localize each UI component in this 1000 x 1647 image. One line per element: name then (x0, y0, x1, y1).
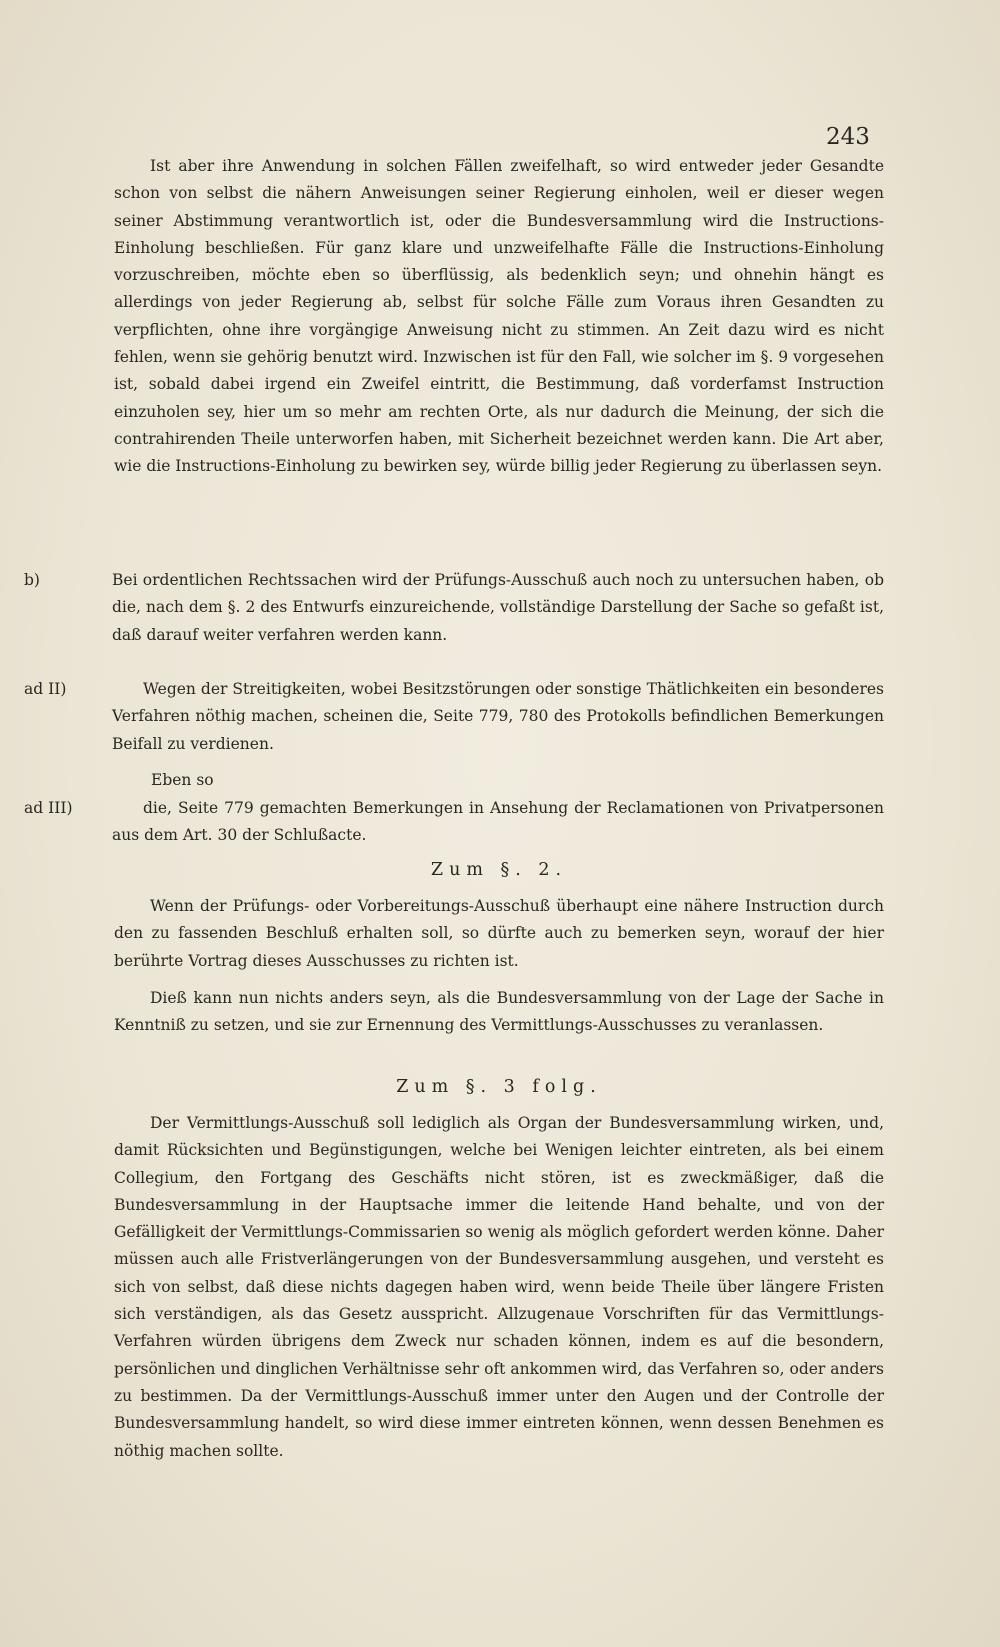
paragraph-text: Wenn der Prüfungs- oder Vorbereitungs-Ausschuß überhaupt eine nähere Instruction durch den zu fassenden Beschluß erhalten soll, so dürfte auch zu bemerken seyn, worauf der hier berührte Vortrag dieses Ausschusses zu richten ist. (114, 897, 884, 970)
paragraph-label: ad III) (24, 799, 73, 817)
paragraph-pruefungs-ausschuss (114, 893, 884, 975)
paragraph-text: Bei ordentlichen Rechtssachen wird der Prüfungs-Ausschuß auch noch zu untersuchen haben, ob die, nach dem §. 2 des Entwurfs einzureichende, vollständige Darstellung der Sache so gefaßt ist, daß darauf weiter verfahren werden kann. (112, 571, 884, 644)
paragraph-ad-ii (24, 676, 884, 758)
paragraph-text: Wegen der Streitigkeiten, wobei Besitzstörungen oder sonstige Thätlichkeiten ein besonderes Verfahren nöthig machen, scheinen die, Seite 779, 780 des Protokolls befindlichen Bemerkungen Beifall zu verdienen. (112, 680, 884, 753)
paragraph-text: Eben so (151, 771, 214, 789)
paragraph-label: ad II) (24, 680, 67, 698)
paragraph-ad-iii-body (24, 795, 884, 850)
paragraph-text: Ist aber ihre Anwendung in solchen Fällen zweifelhaft, so wird entweder jeder Gesandte schon von selbst die nähern Anweisungen seiner Regierung einholen, weil er dieser wegen seiner Abstimmung verantwortlich ist, oder die Bundesversammlung wird die Instructions-Einholung beschließen. Für ganz klare und unzweifelhafte Fälle die Instructions-Einholung vorzuschreiben, möchte eben so überflüssig, als bedenklich seyn; und ohnehin hängt es allerdings von jeder Regierung ab, selbst für solche Fälle zum Voraus ihren Gesandten zu verpflichten, ohne ihre vorgängige Anweisung nicht zu stimmen. An Zeit dazu wird es nicht fehlen, wenn sie gehörig benutzt wird. Inzwischen ist für den Fall, wie solcher im §. 9 vorgesehen ist, sobald dabei irgend ein Zweifel eintritt, die Bestimmung, daß vorderfamst Instruction einzuholen sey, hier um so mehr am rechten Orte, als nur dadurch die Meinung, der sich die contrahirenden Theile unterworfen haben, mit Sicherheit bezeichnet werden kann. Die Art aber, wie die Instructions-Einholung zu bewirken sey, würde billig jeder Regierung zu überlassen seyn. (114, 157, 884, 476)
paragraph-bundesversammlung-lage (114, 985, 884, 1040)
heading-text: Zum §. 3 folg. (396, 1077, 602, 1097)
paragraph-b-body (24, 567, 884, 649)
heading-text: Zum §. 2. (430, 860, 568, 880)
paragraph-ad-iii (24, 795, 884, 850)
page-number: 243 (826, 124, 870, 150)
section-heading-2 (114, 860, 884, 880)
paragraph-b (24, 567, 884, 649)
paragraph-label: b) (24, 571, 40, 589)
section-heading-3 (114, 1077, 884, 1097)
paragraph-text: die, Seite 779 gemachten Bemerkungen in Ansehung der Reclamationen von Privatpersonen aus dem Art. 30 der Schlußacte. (112, 799, 884, 845)
paragraph-text: Der Vermittlungs-Ausschuß soll lediglich als Organ der Bundesversammlung wirken, und, damit Rücksichten und Begünstigungen, welche bei Wenigen leichter eintreten, als bei einem Collegium, den Fortgang des Geschäfts nicht stören, ist es zweckmäßiger, daß die Bundesversammlung in der Hauptsache immer die leitende Hand behalte, und von der Gefälligkeit der Vermittlungs-Commissarien so wenig als möglich gefordert werden könne. Daher müssen auch alle Fristverlängerungen von der Bundesversammlung ausgehen, und versteht es sich von selbst, daß diese nichts dagegen haben wird, wenn beide Theile über längere Fristen sich verständigen, als das Gesetz ausspricht. Allzugenaue Vorschriften für das Vermittlungs-Verfahren würden übrigens dem Zweck nur schaden können, indem es auf die besondern, persönlichen und dinglichen Verhältnisse sehr oft ankommen wird, das Verfahren so, oder anders zu bestimmen. Da der Vermittlungs-Ausschuß immer unter den Augen und der Controlle der Bundesversammlung handelt, so wird diese immer eintreten können, wenn dessen Benehmen es nöthig machen sollte. (114, 1114, 884, 1460)
paragraph-eben-so (151, 767, 451, 794)
paragraph-vermittlungs-ausschuss (114, 1110, 884, 1465)
paragraph-text: Dieß kann nun nichts anders seyn, als die Bundesversammlung von der Lage der Sache in Kenntniß zu setzen, und sie zur Ernennung des Vermittlungs-Ausschusses zu veranlassen. (114, 989, 884, 1035)
paragraph-instruction-einholung (114, 153, 884, 481)
paragraph-ad-ii-body (24, 676, 884, 758)
